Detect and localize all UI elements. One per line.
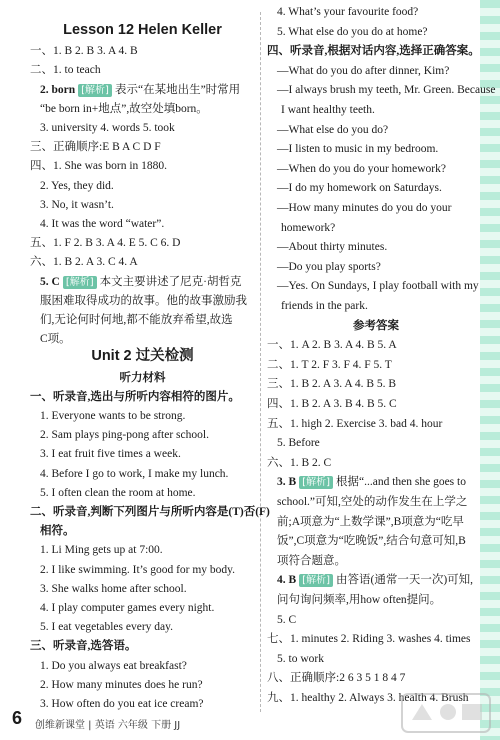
text-line: 二、听录音,判断下列图片与所听内容是(T)否(F)	[30, 506, 270, 518]
text-line: homework?	[281, 221, 336, 234]
text-line	[30, 82, 240, 98]
text-line: 5. I eat vegetables every day.	[40, 621, 174, 634]
text-line: —When do you do your homework?	[277, 162, 446, 175]
text-line: 3. I eat fruit five times a week.	[40, 448, 181, 461]
page-number: 6	[12, 708, 23, 728]
text-line: 4. It was the word “water”.	[40, 218, 165, 230]
text-line: 2. Sam plays ping-pong after school.	[40, 429, 209, 442]
text-line: —I do my homework on Saturdays.	[277, 182, 442, 195]
watermark-logo-icon	[400, 690, 492, 736]
analysis-tag: [解析]	[78, 84, 112, 97]
text-line: —About thirty minutes.	[277, 241, 388, 254]
text-line: 七、1. minutes 2. Riding 3. washes 4. times	[267, 633, 471, 646]
text-line: “be born in+地点”,故空处填born。	[40, 102, 208, 115]
text-line: 3. No, it wasn’t.	[40, 198, 114, 211]
text-line: 五、1. high 2. Exercise 3. bad 4. hour	[267, 417, 443, 430]
analysis-tag: [解析]	[299, 574, 333, 587]
text-line: Unit 2 过关检测	[91, 348, 194, 365]
text-span: 由答语(通常一天一次)可知,	[335, 574, 474, 587]
text-line: 二、1. T 2. F 3. F 4. F 5. T	[267, 358, 392, 371]
text-line: 前;A项意为“上数学课”,B项意为“吃早	[277, 515, 464, 528]
text-line: 三、听录音,选答语。	[30, 640, 137, 653]
text-line: 三、1. B 2. A 3. A 4. B 5. B	[267, 378, 397, 391]
text-line: C项。	[40, 333, 71, 346]
text-line: I want healthy teeth.	[281, 104, 375, 116]
text-line: 1. Everyone wants to be strong.	[40, 410, 186, 422]
text-line: —I always brush my teeth, Mr. Green. Because	[277, 84, 496, 97]
text-line: Lesson 12 Helen Keller	[63, 22, 222, 38]
text-line: 相符。	[40, 525, 75, 538]
text-line: —I listen to music in my bedroom.	[277, 143, 439, 156]
text-line	[267, 572, 473, 588]
text-span: 根据“...and then she goes to	[335, 476, 466, 489]
text-line: 4. I play computer games every night.	[40, 602, 215, 614]
text-line	[30, 274, 241, 290]
text-line: 问句询问频率,用how often提问。	[277, 594, 442, 606]
text-span: 5. C	[40, 275, 60, 288]
text-line: 5. to work	[277, 652, 324, 665]
text-line: 四、1. She was born in 1880.	[30, 160, 168, 173]
analysis-tag: [解析]	[63, 276, 97, 289]
text-line: 3. university 4. words 5. took	[40, 122, 175, 134]
text-line: school.”可知,空处的动作发生在上学之	[277, 496, 468, 508]
text-line: 5. I often clean the room at home.	[40, 486, 196, 499]
text-line: 二、1. to teach	[30, 64, 101, 77]
text-line: 五、1. F 2. B 3. A 4. E 5. C 6. D	[30, 237, 181, 250]
text-line: 服困难取得成功的故事。他的故事激励我	[40, 294, 247, 307]
text-span: 4. B	[277, 574, 297, 587]
text-line: 2. How many minutes does he run?	[40, 678, 203, 691]
text-line: 饭”,C项意为“吃晚饭”,结合句意可知,B	[277, 535, 466, 548]
text-line: 1. Do you always eat breakfast?	[40, 659, 187, 672]
text-span: 3. B	[277, 476, 297, 489]
text-span: 本文主要讲述了尼克·胡哲克	[99, 275, 242, 288]
text-line: —What else do you do?	[277, 123, 389, 136]
column-divider	[260, 12, 261, 712]
text-line: 一、听录音,选出与所听内容相符的图片。	[30, 390, 240, 403]
text-line: —How many minutes do you do your	[277, 202, 452, 214]
text-line: 项符合题意。	[277, 554, 346, 567]
text-line: 四、1. B 2. A 3. B 4. B 5. C	[267, 398, 397, 410]
text-line: 九、1. healthy 2. Always 3. health 4. Brush	[267, 692, 469, 704]
text-line: 2. Yes, they did.	[40, 179, 114, 192]
text-line: —Do you play sports?	[277, 260, 381, 273]
text-line: 六、1. B 2. C	[267, 456, 332, 469]
text-line: 一、1. A 2. B 3. A 4. B 5. A	[267, 339, 397, 352]
text-line: 1. Li Ming gets up at 7:00.	[40, 544, 163, 557]
text-line: 一、1. B 2. B 3. A 4. B	[30, 45, 138, 58]
text-line: 4. Before I go to work, I make my lunch.	[40, 467, 229, 480]
text-line: 三、正确顺序:E B A C D F	[30, 141, 161, 154]
text-line: —Yes. On Sundays, I play football with my	[277, 280, 479, 293]
text-line: 参考答案	[353, 319, 399, 332]
footer-text: 创维新课堂 | 英语 六年级 下册 JJ	[35, 720, 181, 731]
text-line: 六、1. B 2. A 3. C 4. A	[30, 256, 138, 269]
text-line: 5. Before	[277, 437, 320, 450]
text-line: friends in the park.	[281, 300, 368, 312]
text-line: 四、听录音,根据对话内容,选择正确答案。	[267, 45, 480, 58]
text-span: 2. born	[40, 83, 76, 96]
text-span: 表示“在某地出生”时常用	[114, 83, 241, 96]
text-line: 们,无论何时何地,都不能放弃希望,故选	[40, 314, 233, 326]
text-line: 2. I like swimming. It’s good for my body.	[40, 563, 236, 576]
text-line: 3. She walks home after school.	[40, 582, 187, 595]
analysis-tag: [解析]	[299, 476, 333, 489]
text-line	[267, 474, 466, 490]
text-line: —What do you do after dinner, Kim?	[277, 64, 450, 77]
text-line: 八、正确顺序:2 6 3 5 1 8 4 7	[267, 672, 406, 685]
text-line: 5. C	[277, 613, 297, 626]
side-edge-stripe	[480, 0, 500, 740]
text-line: 3. How often do you eat ice cream?	[40, 698, 204, 710]
text-line: 听力材料	[119, 371, 166, 384]
text-line: 4. What’s your favourite food?	[277, 6, 419, 18]
text-line: 5. What else do you do at home?	[277, 25, 428, 38]
